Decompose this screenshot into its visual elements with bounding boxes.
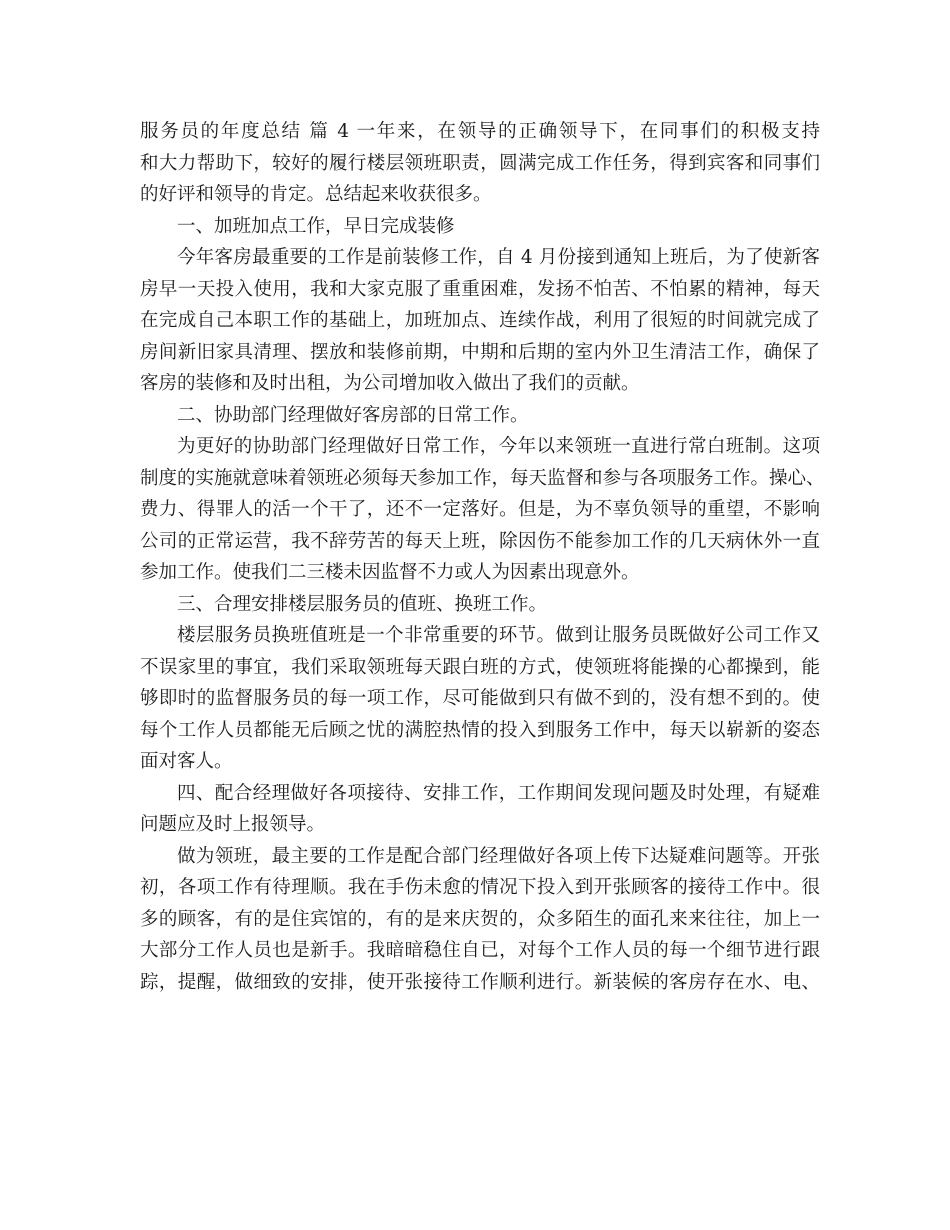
- text-line: 为更好的协助部门经理做好日常工作，今年以来领班一直进行常白班制。这项: [177, 436, 820, 457]
- text-line: 不误家里的事宜，我们采取领班每天跟白班的方式，使领班将能操的心都操到，能: [140, 656, 820, 678]
- text-line: 公司的正常运营，我不辞劳苦的每天上班，除因伤不能参加工作的几天病休外一直: [140, 530, 820, 552]
- text-line: 在完成自己本职工作的基础上，加班加点、连续作战，利用了很短的时间就完成了: [140, 310, 820, 331]
- text-line: 费力、得罪人的活一个干了，还不一定落好。但是，为不辜负领导的重望，不影响: [140, 499, 820, 520]
- text-line: 客房的装修和及时出租，为公司增加收入做出了我们的贡献。: [140, 373, 640, 394]
- text-line: 房间新旧家具清理、摆放和装修前期，中期和后期的室内外卫生清洁工作，确保了: [140, 341, 820, 363]
- text-line: 一、加班加点工作，早日完成装修: [177, 215, 455, 237]
- text-line: 做为领班，最主要的工作是配合部门经理做好各项上传下达疑难问题等。开张: [177, 845, 820, 867]
- text-line: 踪，提醒，做细致的安排，使开张接待工作顺利进行。新装候的客房存在水、电、: [140, 971, 820, 993]
- text-line: 每个工作人员都能无后顾之忧的满腔热情的投入到服务工作中，每天以崭新的姿态: [140, 719, 820, 741]
- document-body: [140, 116, 825, 998]
- text-line: 大部分工作人员也是新手。我暗暗稳住自已，对每个工作人员的每一个细节进行跟: [140, 940, 820, 961]
- text-line: 初，各项工作有待理顺。我在手伤未愈的情况下投入到开张顾客的接待工作中。很: [140, 877, 820, 898]
- text-line: 今年客房最重要的工作是前装修工作，自 4 月份接到通知上班后，为了使新客: [177, 247, 820, 268]
- text-line: 参加工作。使我们二三楼未因监督不力或人为因素出现意外。: [140, 562, 640, 583]
- text-line: 房早一天投入使用，我和大家克服了重重困难，发扬不怕苦、不怕累的精神，每天: [140, 278, 820, 300]
- text-line: 面对客人。: [140, 751, 233, 772]
- text-line: 四、配合经理做好各项接待、安排工作，工作期间发现问题及时处理，有疑难: [177, 782, 820, 804]
- text-line: 问题应及时上报领导。: [140, 814, 326, 835]
- text-line: 楼层服务员换班值班是一个非常重要的环节。做到让服务员既做好公司工作又: [177, 625, 820, 646]
- text-line: 和大力帮助下，较好的履行楼层领班职责，圆满完成工作任务，得到宾客和同事们: [140, 152, 820, 174]
- text-line: 制度的实施就意味着领班必须每天参加工作，每天监督和参与各项服务工作。操心、: [140, 467, 825, 489]
- text-line: 三、合理安排楼层服务员的值班、换班工作。: [177, 593, 548, 615]
- text-line: 二、协助部门经理做好客房部的日常工作。: [177, 404, 529, 426]
- text-line: 服务员的年度总结 篇 4 一年来，在领导的正确领导下，在同事们的积极支持: [140, 121, 820, 142]
- text-line: 多的顾客，有的是住宾馆的，有的是来庆贺的，众多陌生的面孔来来往往，加上一: [140, 908, 820, 930]
- text-line: 够即时的监督服务员的每一项工作，尽可能做到只有做不到的，没有想不到的。使: [140, 688, 820, 709]
- text-line: 的好评和领导的肯定。总结起来收获很多。: [140, 184, 492, 205]
